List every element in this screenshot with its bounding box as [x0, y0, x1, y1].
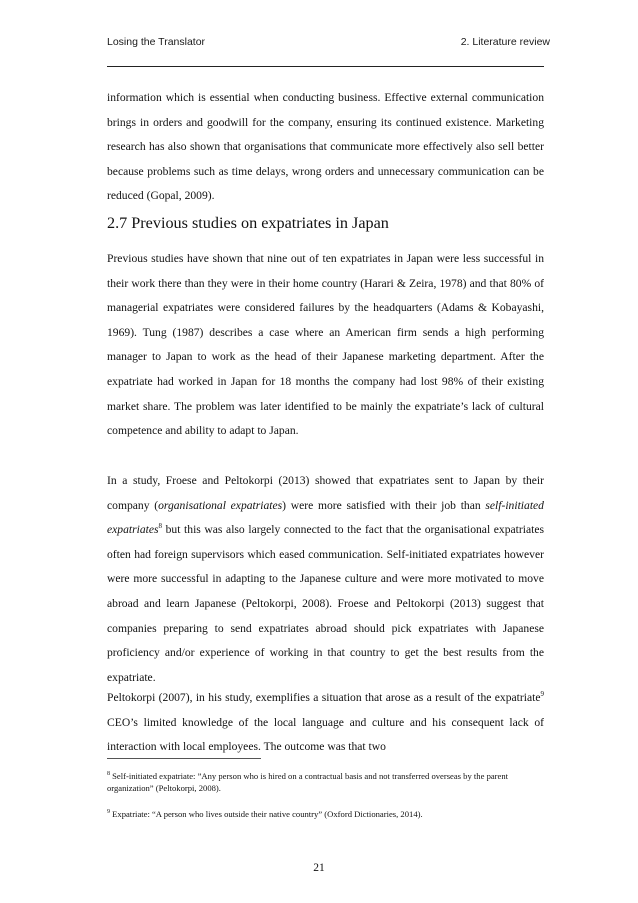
paragraph-text: ) were more satisfied with their job than [282, 498, 486, 512]
footnote-text: Self-initiated expatriate: ”Any person who is hired on a contractual basis and not transferred overseas by the parent organization” (Peltokorpi, 2008). [107, 771, 509, 793]
section-heading: 2.7 Previous studies on expatriates in Japan [107, 214, 389, 232]
paragraph-text: but this was also largely connected to the fact that the organisational expatriates often had foreign supervisors which eased communication. Self-initiated expatriates however were more successful in adapting to the Japanese culture and were more motivated to move abroad and learn Japanese (Peltokorpi, 2008). Froese and Peltokorpi (2013) suggest that companies preparing to send expatriates abroad should pick expatriates with Japanese proficiency and/or experience of working in that country to get the best results from the expatriate. [107, 523, 544, 684]
footnote-number: 8 [107, 771, 110, 778]
paragraph-continued: information which is essential when conducting business. Effective external communication brings in orders and goodwill for the company, ensuring its continued existence. Marketing research has also shown that organisations that communicate more effectively also sell better because problems such as time delays, wrong orders and unnecessary communication can be reduced (Gopal, 2009). [107, 91, 544, 203]
header-divider [107, 66, 544, 67]
footnote-8 [107, 770, 544, 794]
paragraph-froese-study [107, 469, 544, 690]
emphasis-text: organisational expatriates [158, 498, 283, 512]
footnote-text: Expatriate: “A person who lives outside their native country” (Oxford Dictionaries, 2014). [110, 809, 423, 819]
paragraph-text: CEO’s limited knowledge of the local language and culture and his consequent lack of interaction with local employees. The outcome was that two [107, 715, 544, 754]
footnote-ref-8[interactable]: 8 [158, 522, 163, 531]
emphasis-text: self-initiated expatriates [107, 498, 544, 537]
paragraph-text: In a study, Froese and Peltokorpi (2013) showed that expatriates sent to Japan by their company ( [107, 474, 544, 512]
footnote-9 [107, 808, 544, 820]
paragraph-peltokorpi [107, 686, 544, 760]
footnote-ref-9[interactable]: 9 [540, 690, 544, 699]
running-header-section: 2. Literature review [460, 36, 550, 48]
page-number: 21 [313, 862, 325, 874]
paragraph-text: Peltokorpi (2007), in his study, exemplifies a situation that arose as a result of the expatriate [107, 691, 541, 704]
footnote-divider [107, 758, 261, 759]
footnote-number: 9 [107, 809, 110, 816]
paragraph-previous-studies: Previous studies have shown that nine out of ten expatriates in Japan were less successful in their work there than they were in their home country (Harari & Zeira, 1978) and that 80% of managerial expatriates were considered failures by the headquarters (Adams & Kobayashi, 1969). Tung (1987) describes a case where an American firm sends a high performing manager to Japan to work as the head of their Japanese marketing department. After the expatriate had worked in Japan for 18 months the company had lost 98% of their existing market share. The problem was later identified to be mainly the expatriate’s lack of cultural competence and ability to adapt to Japan. [107, 252, 544, 438]
running-header-title: Losing the Translator [107, 36, 206, 48]
